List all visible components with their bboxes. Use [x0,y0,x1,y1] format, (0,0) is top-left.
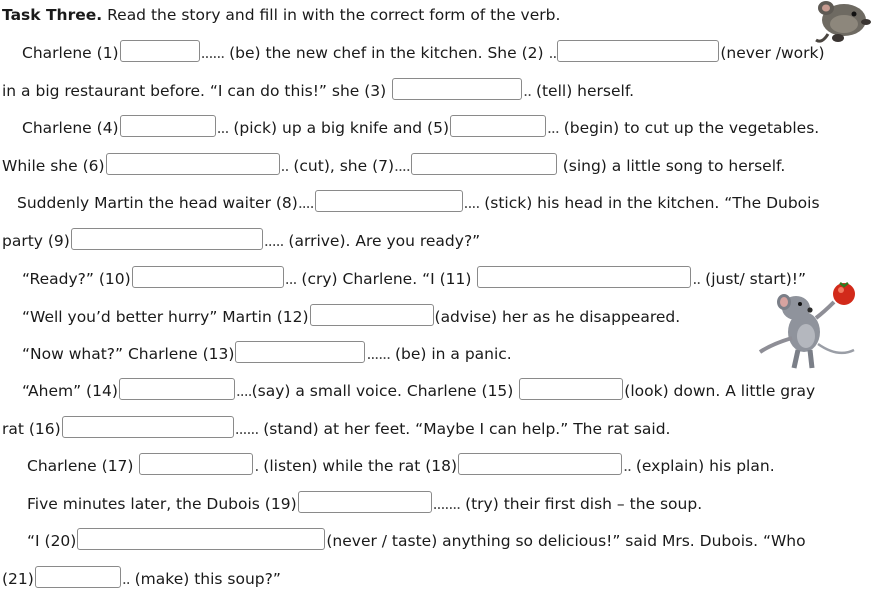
answer-box-14[interactable] [119,378,235,400]
text-segment: (cry) Charlene. “I (11) [301,270,472,288]
answer-box-2[interactable] [557,40,719,62]
text-segment: (make) this soup?” [134,570,281,588]
answer-box-5[interactable] [450,115,546,137]
text-segment: (never / taste) anything so delicious!” said Mrs. Dubois. “Who [326,532,806,550]
text-segment: Charlene (1) [22,44,119,62]
story-line-6: party (9) ..... (arrive). Are you ready?” [2,230,480,252]
text-segment: (be) the new chef in the kitchen. She (2) [229,44,544,62]
answer-box-6[interactable] [106,153,280,175]
story-line-14 [27,530,806,552]
text-segment: (advise) her as he disappeared. [434,308,681,326]
text-segment: (begin) to cut up the vegetables. [563,119,820,137]
text-segment: party (9) [2,232,70,250]
text-segment: “I (20) [27,532,77,550]
text-segment: (say) a small voice. Charlene (15) [251,382,514,400]
answer-box-12[interactable] [310,304,434,326]
story-line-8 [22,306,680,328]
text-segment: (just/ start)!” [705,270,807,288]
answer-box-3[interactable] [392,78,522,100]
answer-box-21[interactable] [35,566,121,588]
text-segment: (tell) herself. [535,82,635,100]
story-line-7: “Ready?” (10) ... (cry) Charlene. “I (11) .. (just/ start)!” [22,268,806,290]
story-line-9: “Now what?” Charlene (13) ...... (be) in a panic. [22,343,512,365]
answer-box-15[interactable] [519,378,623,400]
story-line-4: While she (6) .. (cut), she (7).... (sing) a little song to herself. [2,155,785,177]
task-instruction: Read the story and fill in with the correct form of the verb. [107,6,561,24]
answer-box-16[interactable] [62,416,234,438]
answer-box-7[interactable] [411,153,557,175]
answer-box-17[interactable] [139,453,253,475]
text-segment: (look) down. A little gray [624,382,816,400]
text-segment: (21) [2,570,34,588]
answer-box-20[interactable] [77,528,325,550]
text-segment: “Well you’d better hurry” Martin (12) [22,308,309,326]
text-segment: (never /work) [720,44,825,62]
text-segment: (arrive). Are you ready?” [288,232,481,250]
answer-box-19[interactable] [298,491,432,513]
text-segment: Charlene (17) [27,457,134,475]
answer-box-13[interactable] [235,341,365,363]
text-segment: (be) in a panic. [394,345,512,363]
story-line-15: (21) .. (make) this soup?” [2,568,281,590]
story-line-1: Charlene (1) ...... (be) the new chef in the kitchen. She (2) .. (never /work) [22,42,825,64]
story-line-11: rat (16) ...... (stand) at her feet. “Maybe I can help.” The rat said. [2,418,670,440]
text-segment: (try) their first dish – the soup. [465,495,703,513]
answer-box-4[interactable] [120,115,216,137]
text-segment: in a big restaurant before. “I can do this!” she (3) [2,82,387,100]
story-line-10: “Ahem” (14) ....(say) a small voice. Charlene (15) (look) down. A little gray [22,380,815,402]
text-segment: Suddenly Martin the head waiter (8) [17,194,298,212]
text-segment: Charlene (4) [22,119,119,137]
text-segment: (sing) a little song to herself. [562,157,786,175]
task-heading [2,4,560,26]
answer-box-18[interactable] [458,453,622,475]
story-line-5: Suddenly Martin the head waiter (8).... .... (stick) his head in the kitchen. “The Dubois [17,192,820,214]
text-segment: While she (6) [2,157,105,175]
task-title: Task Three. [2,6,103,24]
story-line-3: Charlene (4) ... (pick) up a big knife and (5) ... (begin) to cut up the vegetables. [22,117,819,139]
answer-box-10[interactable] [132,266,284,288]
story-line-13: Five minutes later, the Dubois (19) ....... (try) their first dish – the soup. [27,493,702,515]
answer-box-9[interactable] [71,228,263,250]
answer-box-11[interactable] [477,266,691,288]
text-segment: “Now what?” Charlene (13) [22,345,235,363]
text-segment: (explain) his plan. [635,457,775,475]
answer-box-8[interactable] [315,190,463,212]
text-segment: (stick) his head in the kitchen. “The Dubois [484,194,820,212]
text-segment: rat (16) [2,420,61,438]
text-segment: (pick) up a big knife and (5) [233,119,449,137]
story-line-12: Charlene (17) . (listen) while the rat (18) .. (explain) his plan. [27,455,775,477]
text-segment: (listen) while the rat (18) [263,457,458,475]
rat-icon [808,0,874,48]
answer-box-1[interactable] [120,40,200,62]
rat-with-tomato-icon [754,278,864,376]
text-segment: “Ahem” (14) [22,382,118,400]
text-segment: Five minutes later, the Dubois (19) [27,495,297,513]
story-line-2: in a big restaurant before. “I can do this!” she (3) .. (tell) herself. [2,80,634,102]
text-segment: “Ready?” (10) [22,270,131,288]
text-segment: (stand) at her feet. “Maybe I can help.” The rat said. [263,420,671,438]
text-segment: (cut), she (7) [293,157,395,175]
